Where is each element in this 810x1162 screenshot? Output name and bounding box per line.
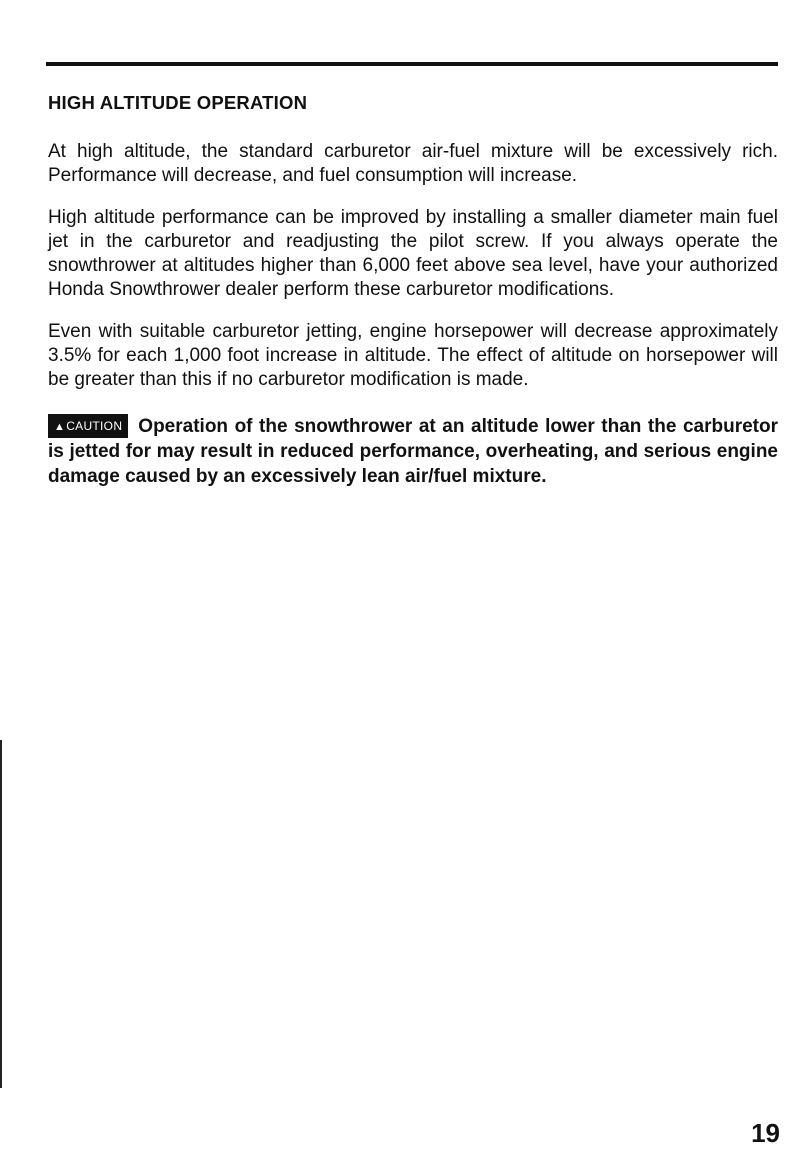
warning-triangle-icon: ▲ [54, 421, 66, 433]
caution-badge-label: CAUTION [66, 419, 123, 433]
page-title: HIGH ALTITUDE OPERATION [48, 92, 308, 113]
paragraph-performance-improvement: High altitude performance can be improved by installing a smaller diameter main fuel jet in the carburetor and readjusting the pilot screw. If you always operate the snowthrower at altitudes higher than 6,000 feet above sea level, have your authorized Honda Snowthrower dealer perform these carburetor modifications. [48, 207, 778, 300]
caution-badge [48, 414, 128, 438]
page-number: 19 [751, 1118, 780, 1148]
paragraph-horsepower-decrease: Even with suitable carburetor jetting, engine horsepower will decrease approximately 3.5% for each 1,000 foot increase in altitude. The effect of altitude on horsepower will be greater than this if no carburetor modification is made. [48, 321, 778, 390]
paragraph-rich-mixture: At high altitude, the standard carburetor air-fuel mixture will be excessively rich. Performance will decrease, and fuel consumption will increase. [48, 141, 778, 186]
caution-text: Operation of the snowthrower at an altitude lower than the carburetor is jetted for may result in reduced performance, overheating, and serious engine damage caused by an excessively lean air/fuel mixture. [48, 416, 778, 487]
caution-notice [48, 414, 778, 489]
scan-edge-line [0, 740, 2, 1088]
top-rule [46, 62, 778, 66]
content-body [48, 140, 778, 489]
